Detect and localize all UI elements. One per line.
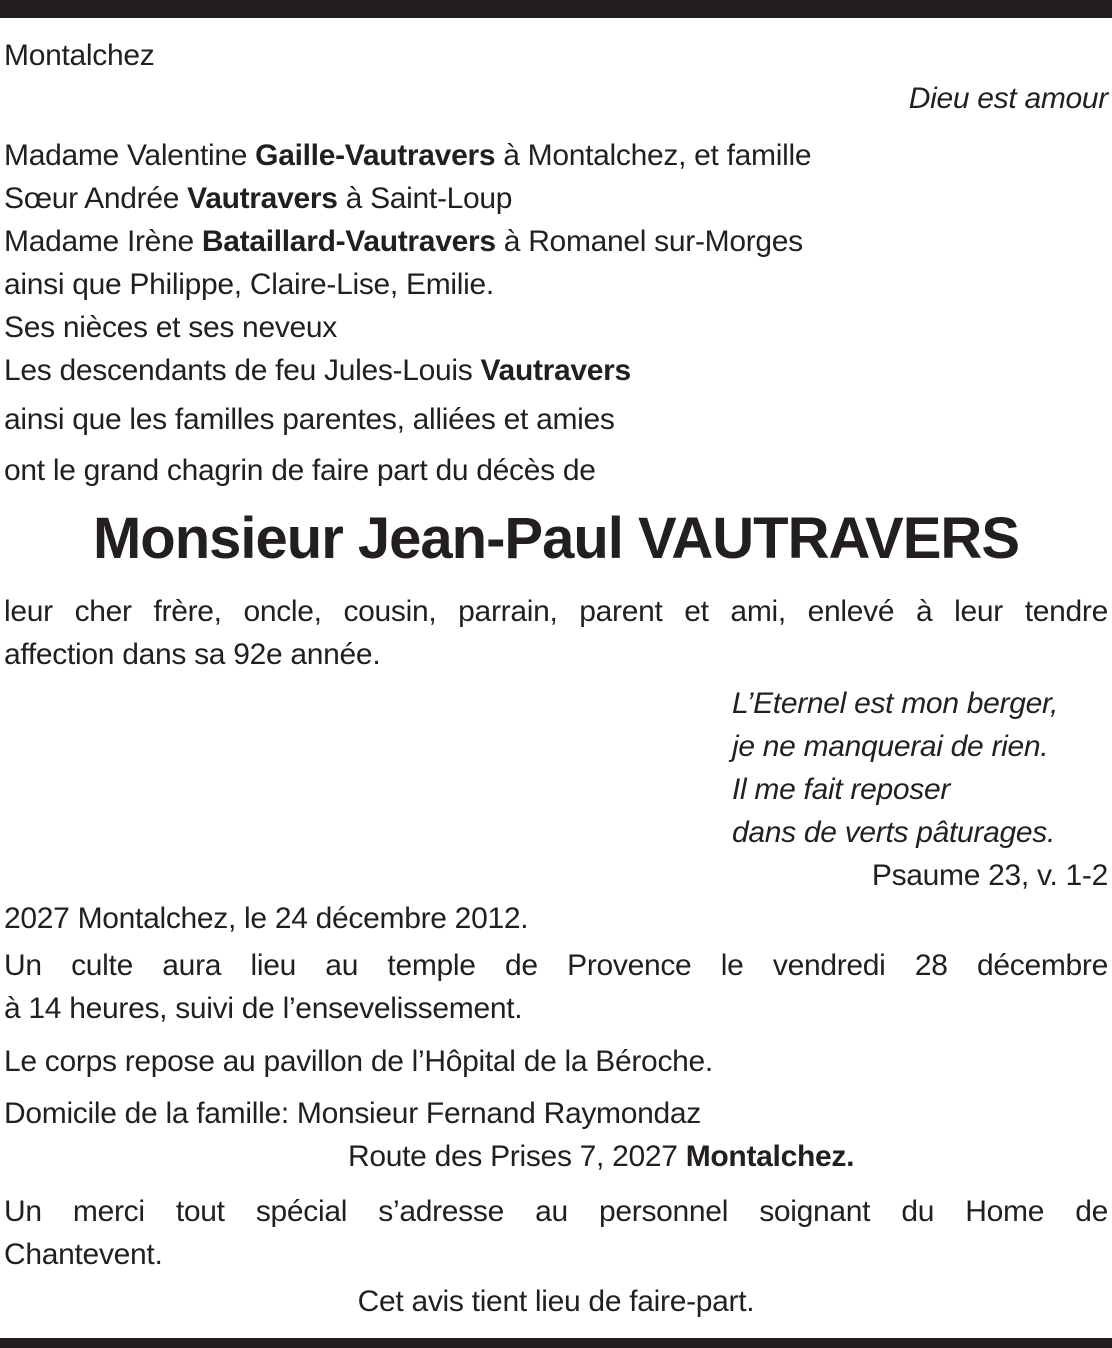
address-line <box>4 1135 1108 1178</box>
surname-bold-segment: Vautravers <box>480 354 631 387</box>
psalm-quote-line <box>4 768 1108 811</box>
surname-bold-segment: Gaille-Vautravers <box>255 139 496 172</box>
text-segment: Monsieur Jean-Paul VAUTRAVERS <box>92 506 1020 571</box>
bottom-rule <box>0 1338 1112 1348</box>
text-segment: Dieu est amour <box>908 82 1108 115</box>
text-segment: à Montalchez, et famille <box>495 139 812 172</box>
service-line <box>4 987 1108 1030</box>
epigraph-line <box>4 77 1108 120</box>
surname-bold-segment: Bataillard-Vautravers <box>201 225 496 258</box>
mourner-line <box>4 349 1108 392</box>
text-segment: Ses nièces et ses neveux <box>4 311 337 344</box>
text-segment: Le corps repose au pavillon de l’Hôpital de la Béroche. <box>4 1045 713 1078</box>
text-segment: 2027 Montalchez, le 24 décembre 2012. <box>4 902 529 935</box>
text-segment: L’Eternel est mon berger, <box>732 687 1059 720</box>
service-line <box>4 944 1108 987</box>
text-segment: leur cher frère, oncle, cousin, parrain, parent et ami, enlevé à leur tendre <box>4 595 1108 628</box>
deceased-name-title <box>4 506 1108 572</box>
mourner-line <box>4 306 1108 349</box>
psalm-source-line <box>4 854 1108 897</box>
text-segment: Montalchez <box>4 39 155 72</box>
psalm-quote-line <box>4 725 1108 768</box>
text-segment: Sœur Andrée <box>4 182 188 215</box>
mourner-line <box>4 263 1108 306</box>
surname-bold-segment: Montalchez. <box>685 1140 855 1173</box>
notice-lines <box>0 34 1112 1323</box>
place-line <box>4 34 1108 77</box>
text-segment: Madame Valentine <box>4 139 256 172</box>
text-segment: affection dans sa 92e année. <box>4 638 381 671</box>
text-segment: Un merci tout spécial s’adresse au personnel soignant du Home de <box>4 1195 1108 1228</box>
text-segment: Psaume 23, v. 1-2 <box>871 859 1108 892</box>
text-segment: Les descendants de feu Jules-Louis <box>4 354 481 387</box>
text-segment: Madame Irène <box>4 225 202 258</box>
text-segment: Route des Prises 7, 2027 <box>348 1140 686 1173</box>
mourner-line <box>4 134 1108 177</box>
text-segment: Cet avis tient lieu de faire-part. <box>357 1285 755 1318</box>
text-segment: ainsi que les familles parentes, alliées et amies <box>4 403 615 436</box>
closing-line <box>4 1280 1108 1323</box>
tribute-line <box>4 590 1108 633</box>
thanks-line <box>4 1190 1108 1233</box>
announcement-line <box>4 449 1108 492</box>
text-segment: à Saint-Loup <box>337 182 513 215</box>
text-segment: je ne manquerai de rien. <box>732 730 1049 763</box>
text-segment: à Romanel sur-Morges <box>495 225 803 258</box>
dateline <box>4 897 1108 940</box>
text-segment: Un culte aura lieu au temple de Provence le vendredi 28 décembre <box>4 949 1108 982</box>
text-segment: ont le grand chagrin de faire part du décès de <box>4 454 596 487</box>
thanks-line <box>4 1233 1108 1276</box>
psalm-quote-line <box>4 682 1108 725</box>
top-rule <box>0 0 1112 18</box>
text-segment: Chantevent. <box>4 1238 163 1271</box>
mourner-line <box>4 398 1108 441</box>
text-segment: à 14 heures, suivi de l’ensevelissement. <box>4 992 523 1025</box>
text-segment: ainsi que Philippe, Claire-Lise, Emilie. <box>4 268 494 301</box>
surname-bold-segment: Vautravers <box>187 182 338 215</box>
mourner-line <box>4 177 1108 220</box>
domicile-line <box>4 1092 1108 1135</box>
mourner-line <box>4 220 1108 263</box>
text-segment: dans de verts pâturages. <box>732 816 1056 849</box>
repose-line <box>4 1040 1108 1083</box>
psalm-quote-line <box>4 811 1108 854</box>
tribute-line <box>4 633 1108 676</box>
text-segment: Domicile de la famille: Monsieur Fernand Raymondaz <box>4 1097 701 1130</box>
text-segment: Il me fait reposer <box>732 773 951 806</box>
